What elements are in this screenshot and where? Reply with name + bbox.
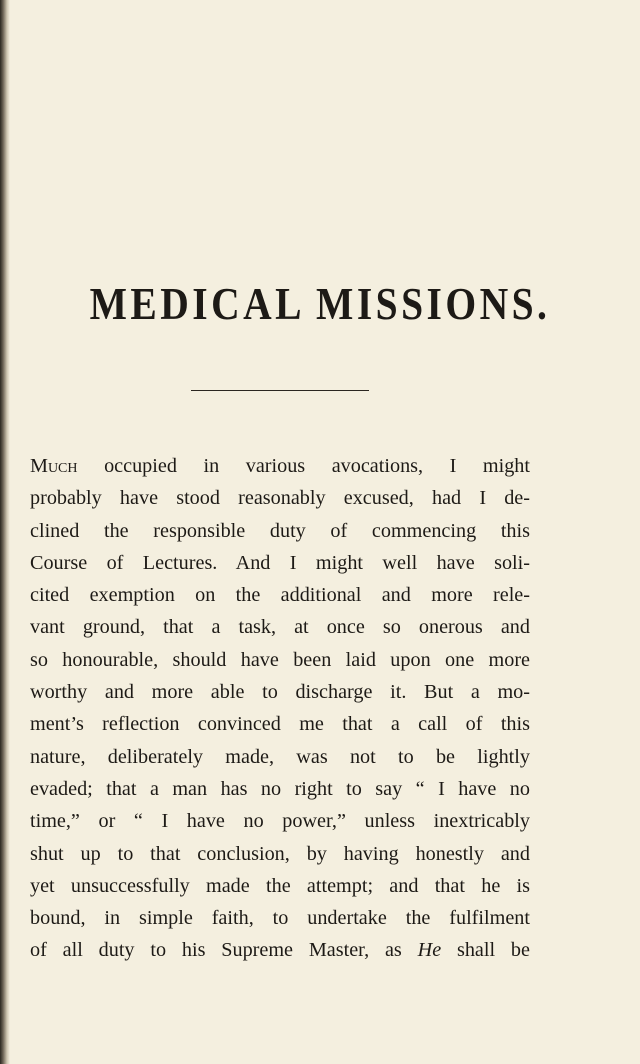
text-line: time,” or “ I have no power,” unless inextricably (30, 810, 530, 833)
page-binding-edge (0, 0, 10, 1064)
text-line: yet unsuccessfully made the attempt; and that he is (30, 874, 530, 897)
text-line: bound, in simple faith, to undertake the fulfilment (30, 907, 530, 930)
text-line: so honourable, should have been laid upon one more (30, 648, 530, 671)
text-line (30, 934, 530, 966)
text-line: nature, deliberately made, was not to be lightly (30, 745, 530, 768)
text-line: probably have stood reasonably excused, had I de- (30, 487, 530, 510)
text-line (30, 450, 530, 482)
title-divider (191, 390, 369, 391)
text-line: clined the responsible duty of commencing this (30, 519, 530, 542)
italic-word: He (417, 939, 442, 962)
body-paragraph (30, 450, 530, 967)
lead-word: Much (30, 455, 78, 477)
text-line: vant ground, that a task, at once so onerous and (30, 616, 530, 639)
text-line: Course of Lectures. And I might well have soli- (30, 551, 530, 574)
chapter-title: MEDICAL MISSIONS. (89, 278, 551, 329)
text-line: cited exemption on the additional and more rele- (30, 584, 530, 607)
text-line: evaded; that a man has no right to say “ I have no (30, 777, 530, 800)
text-line-rest: occupied in various avocations, I might (77, 455, 530, 477)
text-line: ment’s reflection convinced me that a call of this (30, 713, 530, 736)
text-line-start: of all duty to his Supreme Master, as (30, 939, 418, 962)
text-line: worthy and more able to discharge it. But a mo- (30, 681, 530, 704)
text-line: shut up to that conclusion, by having honestly and (30, 842, 530, 865)
text-line-end: shall be (441, 939, 530, 962)
